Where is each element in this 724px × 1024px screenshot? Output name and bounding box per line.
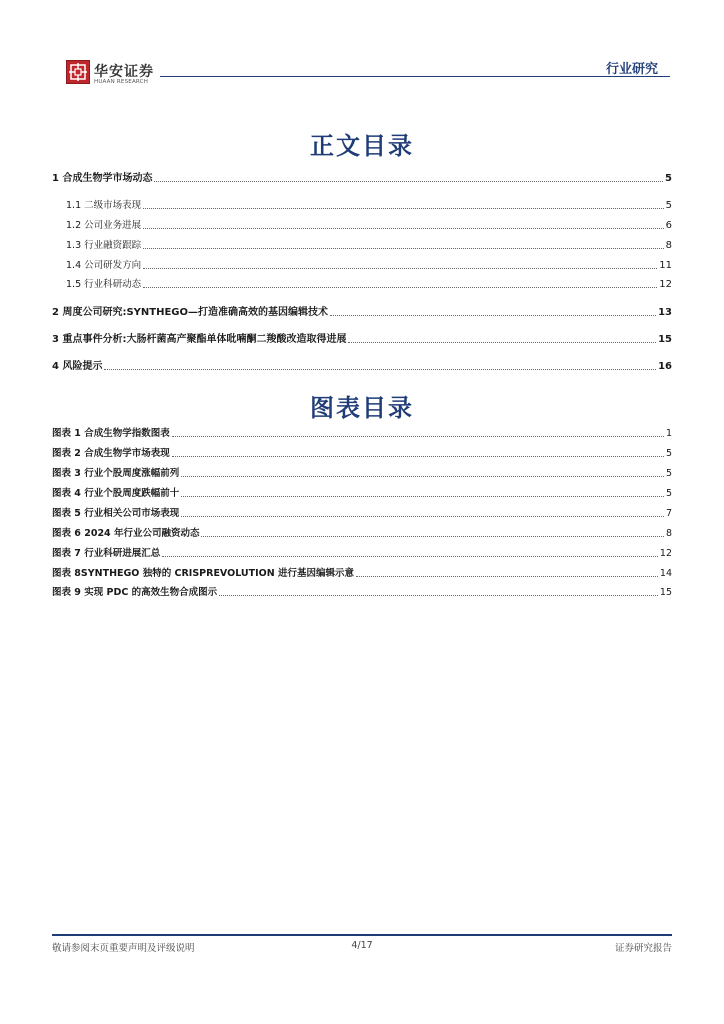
figure-entry[interactable] <box>52 546 672 560</box>
dot-leader <box>219 595 658 596</box>
header-divider <box>160 76 670 77</box>
dot-leader <box>330 315 656 316</box>
dot-leader <box>162 556 658 557</box>
report-type: 证券研究报告 <box>614 943 672 954</box>
figure-entry-page: 15 <box>659 587 672 598</box>
brand-name-en: HUAAN RESEARCH <box>94 79 149 85</box>
page-number: 4/17 <box>351 940 373 951</box>
toc-entry-page: 16 <box>658 361 672 372</box>
huaan-logo-icon <box>66 60 90 84</box>
toc-entry[interactable] <box>52 359 672 373</box>
dot-leader <box>181 476 664 477</box>
figure-entry-label: 图表 8SYNTHEGO 独特的 CRISPREVOLUTION 进行基因编辑示意 <box>52 568 354 579</box>
toc-entry[interactable] <box>52 305 672 319</box>
toc-entry[interactable] <box>66 258 672 272</box>
figure-entry[interactable] <box>52 585 672 599</box>
figure-entry-label: 图表 6 2024 年行业公司融资动态 <box>52 528 200 539</box>
figure-entry-label: 图表 3 行业个股周度涨幅前列 <box>52 468 180 479</box>
dot-leader <box>172 456 664 457</box>
toc-entry-page: 12 <box>659 279 672 290</box>
figure-entry-label: 图表 2 合成生物学市场表现 <box>52 448 170 459</box>
dot-leader <box>181 516 664 517</box>
dot-leader <box>348 342 656 343</box>
dot-leader <box>143 268 657 269</box>
toc-entry-label: 3 重点事件分析:大肠杆菌高产聚酯单体吡喃酮二羧酸改造取得进展 <box>52 334 347 345</box>
figure-entry[interactable] <box>52 486 672 500</box>
figure-entry-page: 5 <box>665 448 672 459</box>
toc-entry-label: 4 风险提示 <box>52 361 103 372</box>
toc-entry-page: 5 <box>665 200 672 211</box>
toc-entry[interactable] <box>52 171 672 185</box>
dot-leader <box>172 436 664 437</box>
footer-divider <box>52 934 672 936</box>
toc-entry[interactable] <box>66 238 672 252</box>
figure-entry-page: 5 <box>665 468 672 479</box>
dot-leader <box>143 287 657 288</box>
figure-entry[interactable] <box>52 426 672 440</box>
figure-entry[interactable] <box>52 506 672 520</box>
toc-entry-label: 1.2 公司业务进展 <box>66 220 142 231</box>
toc-entry-page: 13 <box>658 307 672 318</box>
toc-entry-label: 1.1 二级市场表现 <box>66 200 142 211</box>
figure-entry[interactable] <box>52 526 672 540</box>
toc-entry[interactable] <box>66 277 672 291</box>
dot-leader <box>356 576 658 577</box>
figure-entry[interactable] <box>52 446 672 460</box>
figure-entry-label: 图表 5 行业相关公司市场表现 <box>52 508 180 519</box>
dot-leader <box>143 208 663 209</box>
figure-entry-label: 图表 9 实现 PDC 的高效生物合成图示 <box>52 587 218 598</box>
figure-entry-label: 图表 1 合成生物学指数图表 <box>52 428 170 439</box>
toc-entry-page: 11 <box>659 260 672 271</box>
dot-leader <box>143 228 663 229</box>
figure-entry-page: 5 <box>665 488 672 499</box>
toc-entry[interactable] <box>52 332 672 346</box>
dot-leader <box>181 496 664 497</box>
dot-leader <box>201 536 663 537</box>
toc-entry-label: 2 周度公司研究:SYNTHEGO—打造准确高效的基因编辑技术 <box>52 307 328 318</box>
figure-entry-page: 12 <box>659 548 672 559</box>
dot-leader <box>104 369 656 370</box>
toc-entry-label: 1.4 公司研发方向 <box>66 260 142 271</box>
page-header <box>0 0 724 90</box>
toc-entry[interactable] <box>66 198 672 212</box>
toc-entry-label: 1 合成生物学市场动态 <box>52 173 153 184</box>
figure-entry-page: 1 <box>665 428 672 439</box>
figure-entry-label: 图表 4 行业个股周度跌幅前十 <box>52 488 180 499</box>
figure-entry-page: 14 <box>659 568 672 579</box>
toc-entry-page: 15 <box>658 334 672 345</box>
dot-leader <box>154 181 663 182</box>
dot-leader <box>143 248 663 249</box>
toc-entry-page: 6 <box>665 220 672 231</box>
toc-entry-page: 5 <box>665 173 672 184</box>
figure-entry-page: 8 <box>665 528 672 539</box>
toc-entry-page: 8 <box>665 240 672 251</box>
figure-entry-page: 7 <box>665 508 672 519</box>
footer-disclaimer: 敬请参阅末页重要声明及评级说明 <box>52 943 195 954</box>
toc-entry-label: 1.3 行业融资跟踪 <box>66 240 142 251</box>
brand-name-cn: 华安证券 <box>94 64 154 80</box>
toc-entry[interactable] <box>66 218 672 232</box>
toc-entry-label: 1.5 行业科研动态 <box>66 279 142 290</box>
figure-entry[interactable] <box>52 466 672 480</box>
figure-list-title: 图表目录 <box>310 393 414 422</box>
report-category: 行业研究 <box>605 62 658 77</box>
toc-title: 正文目录 <box>310 131 414 160</box>
figure-entry[interactable] <box>52 566 672 580</box>
figure-entry-label: 图表 7 行业科研进展汇总 <box>52 548 161 559</box>
